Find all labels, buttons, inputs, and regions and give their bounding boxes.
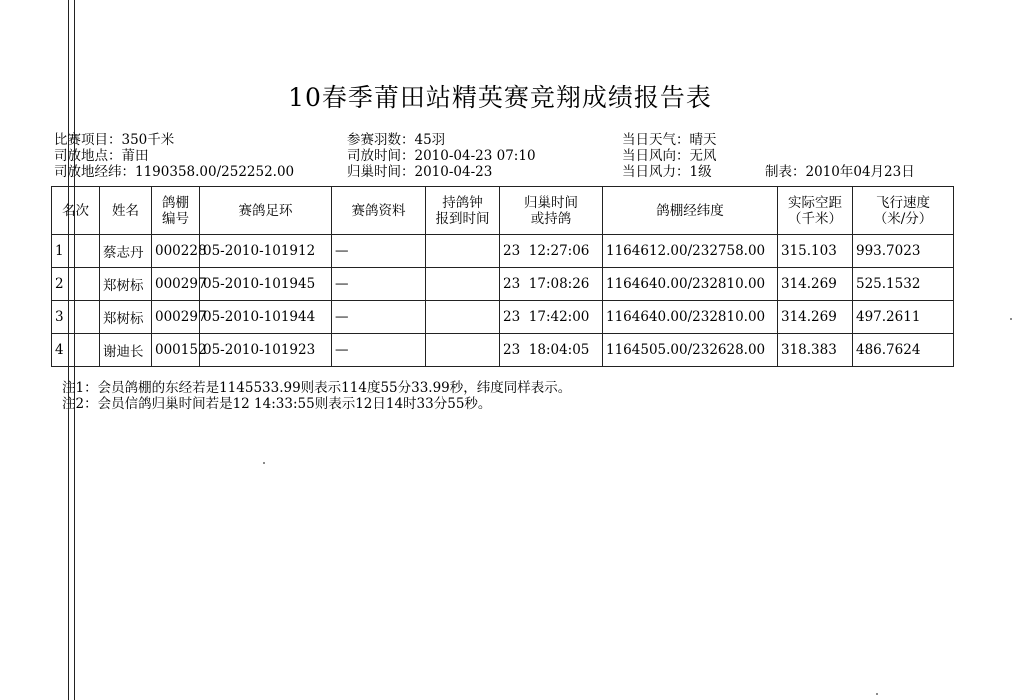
release-coordinates: 司放地经纬：1190358.00/252252.00 <box>54 164 295 180</box>
info-column-1 <box>54 132 294 180</box>
scan-speck <box>876 693 878 695</box>
th-arrival-line: 或持鸽 <box>530 210 572 227</box>
cell-speed: 497.2611 <box>853 301 954 334</box>
results-table <box>51 186 954 367</box>
th-ring-line: 赛鸽足环 <box>238 202 293 219</box>
report-title: 10春季莆田站精英赛竞翔成绩报告表 <box>288 83 712 112</box>
cell-rank: 4 <box>52 334 100 367</box>
cell-coords: 1164640.00/232810.00 <box>603 301 778 334</box>
note-1: 注1：会员鸽棚的东经若是1145533.99则表示114度55分33.99秒，纬度同样表示。 <box>62 380 572 396</box>
cell-coords: 1164640.00/232810.00 <box>603 268 778 301</box>
th-ring <box>200 187 332 235</box>
cell-loft: 000297 <box>152 301 200 334</box>
cell-loft: 000152 <box>152 334 200 367</box>
table-row <box>52 301 954 334</box>
cell-speed: 525.1532 <box>853 268 954 301</box>
cell-ring: 05-2010-101923 <box>200 334 332 367</box>
entry-count: 参赛羽数：45羽 <box>347 132 446 148</box>
release-location: 司放地点：莆田 <box>54 148 149 164</box>
cell-dist: 315.103 <box>778 235 853 268</box>
th-clock-time-line: 持鸽钟 <box>442 194 483 211</box>
th-loft-id-line: 编号 <box>162 210 189 227</box>
cell-dist: 318.383 <box>778 334 853 367</box>
table-body <box>52 235 954 367</box>
th-speed-line: 飞行速度 <box>876 194 930 211</box>
info-column-2 <box>347 132 536 180</box>
made-date: 制表：2010年04月23日 <box>765 164 915 180</box>
table-row <box>52 268 954 301</box>
cell-clock <box>426 235 500 268</box>
cell-clock <box>426 301 500 334</box>
cell-clock <box>426 334 500 367</box>
cell-name: 郑树标 <box>100 268 152 301</box>
th-distance-line: （千米） <box>788 210 842 227</box>
th-loft-coords <box>603 187 778 235</box>
cell-ring: 05-2010-101912 <box>200 235 332 268</box>
cell-loft: 000228 <box>152 235 200 268</box>
th-pigeon-data-line: 赛鸽资料 <box>351 202 406 219</box>
wind-direction: 当日风向：无风 <box>622 148 717 164</box>
cell-rank: 3 <box>52 301 100 334</box>
cell-arrival: 23 17:08:26 <box>500 268 603 301</box>
cell-speed: 486.7624 <box>853 334 954 367</box>
cell-coords: 1164505.00/232628.00 <box>603 334 778 367</box>
th-name <box>100 187 152 235</box>
release-time: 司放时间：2010-04-23 07:10 <box>347 148 536 164</box>
th-rank <box>52 187 100 235</box>
info-column-3 <box>622 132 717 180</box>
cell-data: — <box>332 235 426 268</box>
th-arrival <box>500 187 603 235</box>
cell-dist: 314.269 <box>778 268 853 301</box>
scan-speck <box>1010 318 1012 320</box>
th-arrival-line: 归巢时间 <box>524 194 578 211</box>
cell-arrival: 23 18:04:05 <box>500 334 603 367</box>
th-clock-time <box>426 187 500 235</box>
table-row <box>52 334 954 367</box>
cell-name: 郑树标 <box>100 301 152 334</box>
return-date: 归巢时间：2010-04-23 <box>347 164 493 180</box>
th-loft-id <box>152 187 200 235</box>
cell-ring: 05-2010-101944 <box>200 301 332 334</box>
wind-force: 当日风力：1级 <box>622 164 712 180</box>
th-rank-line: 名次 <box>62 202 89 219</box>
cell-name: 谢迪长 <box>100 334 152 367</box>
cell-coords: 1164612.00/232758.00 <box>603 235 778 268</box>
cell-loft: 000297 <box>152 268 200 301</box>
cell-dist: 314.269 <box>778 301 853 334</box>
cell-data: — <box>332 334 426 367</box>
cell-rank: 2 <box>52 268 100 301</box>
cell-clock <box>426 268 500 301</box>
table-header-row <box>52 187 954 235</box>
table-row <box>52 235 954 268</box>
th-loft-id-line: 鸽棚 <box>162 194 189 211</box>
th-distance-line: 实际空距 <box>788 194 842 211</box>
cell-arrival: 23 17:42:00 <box>500 301 603 334</box>
cell-ring: 05-2010-101945 <box>200 268 332 301</box>
weather: 当日天气：晴天 <box>622 132 717 148</box>
cell-rank: 1 <box>52 235 100 268</box>
note-2: 注2：会员信鸽归巢时间若是12 14:33:55则表示12日14时33分55秒。 <box>62 396 492 412</box>
cell-arrival: 23 12:27:06 <box>500 235 603 268</box>
cell-data: — <box>332 268 426 301</box>
th-speed-line: （米/分） <box>873 210 933 227</box>
th-name-line: 姓名 <box>112 202 139 219</box>
th-speed <box>853 187 954 235</box>
th-clock-time-line: 报到时间 <box>435 210 490 227</box>
cell-data: — <box>332 301 426 334</box>
scan-speck <box>263 462 265 464</box>
cell-speed: 993.7023 <box>853 235 954 268</box>
cell-name: 蔡志丹 <box>100 235 152 268</box>
th-loft-coords-line: 鸽棚经纬度 <box>656 202 724 219</box>
th-distance <box>778 187 853 235</box>
th-pigeon-data <box>332 187 426 235</box>
race-distance: 比赛项目：350千米 <box>54 132 175 148</box>
